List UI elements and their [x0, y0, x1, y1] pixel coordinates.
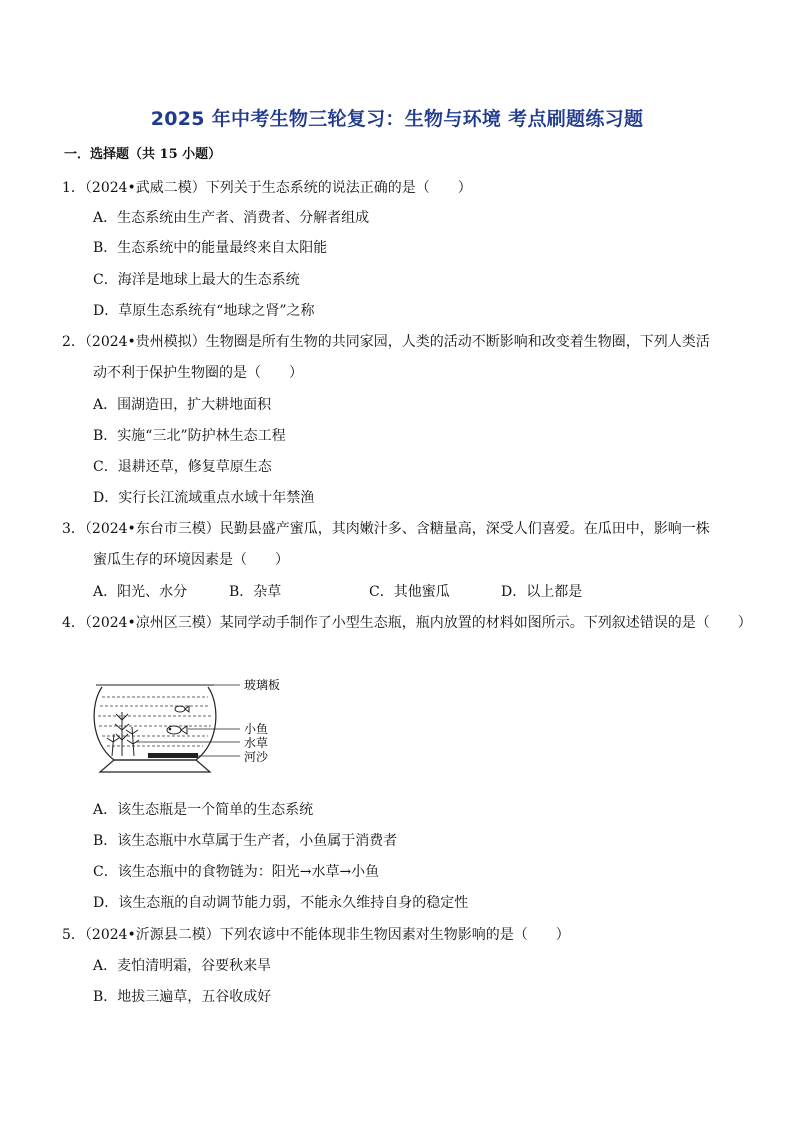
label-glass-plate: 玻璃板	[244, 678, 281, 692]
question-4-option-d: D．该生态瓶的自动调节能力弱，不能永久维持自身的稳定性	[93, 895, 469, 911]
question-4-option-c: C．该生态瓶中的食物链为：阳光→水草→小鱼	[93, 864, 380, 880]
label-sand: 河沙	[244, 750, 269, 764]
question-1-option-a: A．生态系统由生产者、消费者、分解者组成	[93, 210, 370, 226]
question-2-option-d: D．实行长江流域重点水域十年禁渔	[93, 490, 315, 506]
question-5-stem: 5．（2024•沂源县二模）下列农谚中不能体现非生物因素对生物影响的是（ ）	[62, 927, 570, 943]
section-heading: 一．选择题（共 15 小题）	[64, 147, 222, 162]
page-title: 2025 年中考生物三轮复习：生物与环境 考点刷题练习题	[150, 108, 644, 130]
question-2-option-a: A．围湖造田，扩大耕地面积	[93, 397, 272, 413]
question-2-option-c: C．退耕还草，修复草原生态	[93, 459, 272, 475]
label-water-plant: 水草	[244, 736, 269, 750]
question-4-option-b: B．该生态瓶中水草属于生产者，小鱼属于消费者	[93, 833, 398, 849]
river-sand	[148, 753, 198, 758]
question-3-option-b: B．杂草	[229, 584, 282, 600]
fish-icon	[167, 726, 187, 734]
question-1-option-b: B．生态系统中的能量最终来自太阳能	[93, 240, 328, 256]
question-3-option-a: A．阳光、水分	[93, 584, 188, 600]
question-4-option-a: A．该生态瓶是一个简单的生态系统	[93, 802, 314, 818]
question-1-option-c: C．海洋是地球上最大的生态系统	[93, 272, 300, 288]
fish-icon	[175, 706, 189, 712]
label-fish: 小鱼	[244, 722, 269, 736]
question-3-option-c: C．其他蜜瓜	[369, 584, 450, 600]
question-4-stem: 4．（2024•凉州区三模）某同学动手制作了小型生态瓶，瓶内放置的材料如图所示。下列叙述错误的是（ ）	[62, 615, 752, 631]
water-plant	[107, 712, 139, 756]
question-1-stem: 1．（2024•武威二模）下列关于生态系统的说法正确的是（ ）	[62, 180, 472, 196]
question-5-option-a: A．麦怕清明霜，谷要秋来旱	[93, 958, 272, 974]
bottle-stand	[100, 760, 210, 772]
question-3-option-d: D．以上都是	[501, 584, 583, 600]
ecobottle-figure	[92, 672, 292, 782]
question-1-option-d: D．草原生态系统有“地球之肾”之称	[93, 303, 315, 319]
question-2-option-b: B．实施“三北”防护林生态工程	[93, 428, 286, 444]
question-5-option-b: B．地拔三遍草，五谷收成好	[93, 989, 272, 1005]
question-2-stem-line-1: 2．（2024•贵州模拟）生物圈是所有生物的共同家园，人类的活动不断影响和改变着生物圈，下列人类活	[62, 334, 710, 350]
question-2-stem-line-2: 动不利于保护生物圈的是（ ）	[93, 365, 303, 381]
question-3-stem-line-1: 3．（2024•东台市三模）民勤县盛产蜜瓜，其肉嫩汁多、含糖量高，深受人们喜爱。在瓜田中，影响一株	[62, 521, 710, 537]
question-3-stem-line-2: 蜜瓜生存的环境因素是（ ）	[93, 552, 289, 568]
